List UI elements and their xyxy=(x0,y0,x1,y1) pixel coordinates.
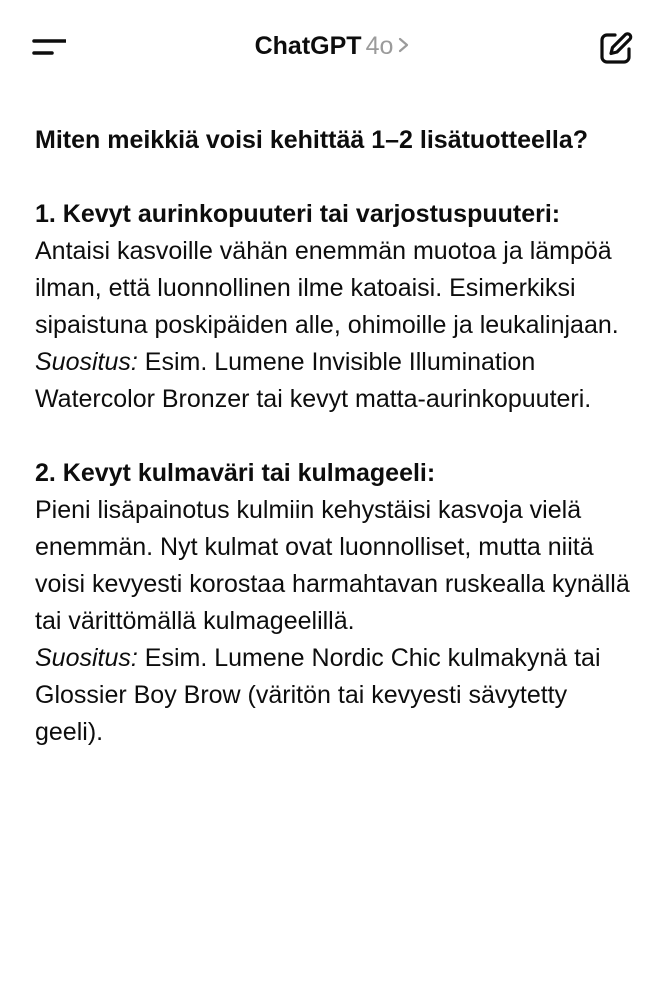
chevron-right-icon xyxy=(397,35,411,55)
new-chat-button[interactable] xyxy=(596,28,636,68)
section-heading: 1. Kevyt aurinkopuuteri tai varjostuspuuteri: xyxy=(35,200,561,228)
section-recommendation xyxy=(35,344,635,418)
recommendation-text: Esim. Lumene Nordic Chic kulmakynä tai Glossier Boy Brow (väritön tai kevyesti sävytetty geeli). xyxy=(35,644,601,746)
section-heading: 2. Kevyt kulmaväri tai kulmageeli: xyxy=(35,459,436,487)
app-title: ChatGPT xyxy=(254,32,362,60)
recommendation-text: Esim. Lumene Invisible Illumination Watercolor Bronzer tai kevyt matta-aurinkopuuteri. xyxy=(35,348,592,413)
recommendation-label: Suositus: xyxy=(35,348,138,376)
new-chat-icon xyxy=(596,28,636,68)
section-body: Antaisi kasvoille vähän enemmän muotoa ja lämpöä ilman, että luonnollinen ilme katoaisi. Esimerkiksi sipaistuna poskipäiden alle, ohimoille ja leukalinjaan. xyxy=(35,237,619,339)
recommendation-label: Suositus: xyxy=(35,644,138,672)
model-selector[interactable] xyxy=(0,30,666,62)
message-content xyxy=(35,122,635,751)
section-bronzer xyxy=(35,196,635,418)
top-bar xyxy=(0,0,666,90)
model-name: 4o xyxy=(365,32,394,60)
section-body: Pieni lisäpainotus kulmiin kehystäisi kasvoja vielä enemmän. Nyt kulmat ovat luonnolliset, mutta niitä voisi kevyesti korostaa harmahtavan ruskealla kynällä tai värittömällä kulmageelillä. xyxy=(35,496,630,635)
section-recommendation xyxy=(35,640,635,751)
question-heading: Miten meikkiä voisi kehittää 1–2 lisätuotteella? xyxy=(35,126,588,154)
section-brow xyxy=(35,455,635,751)
